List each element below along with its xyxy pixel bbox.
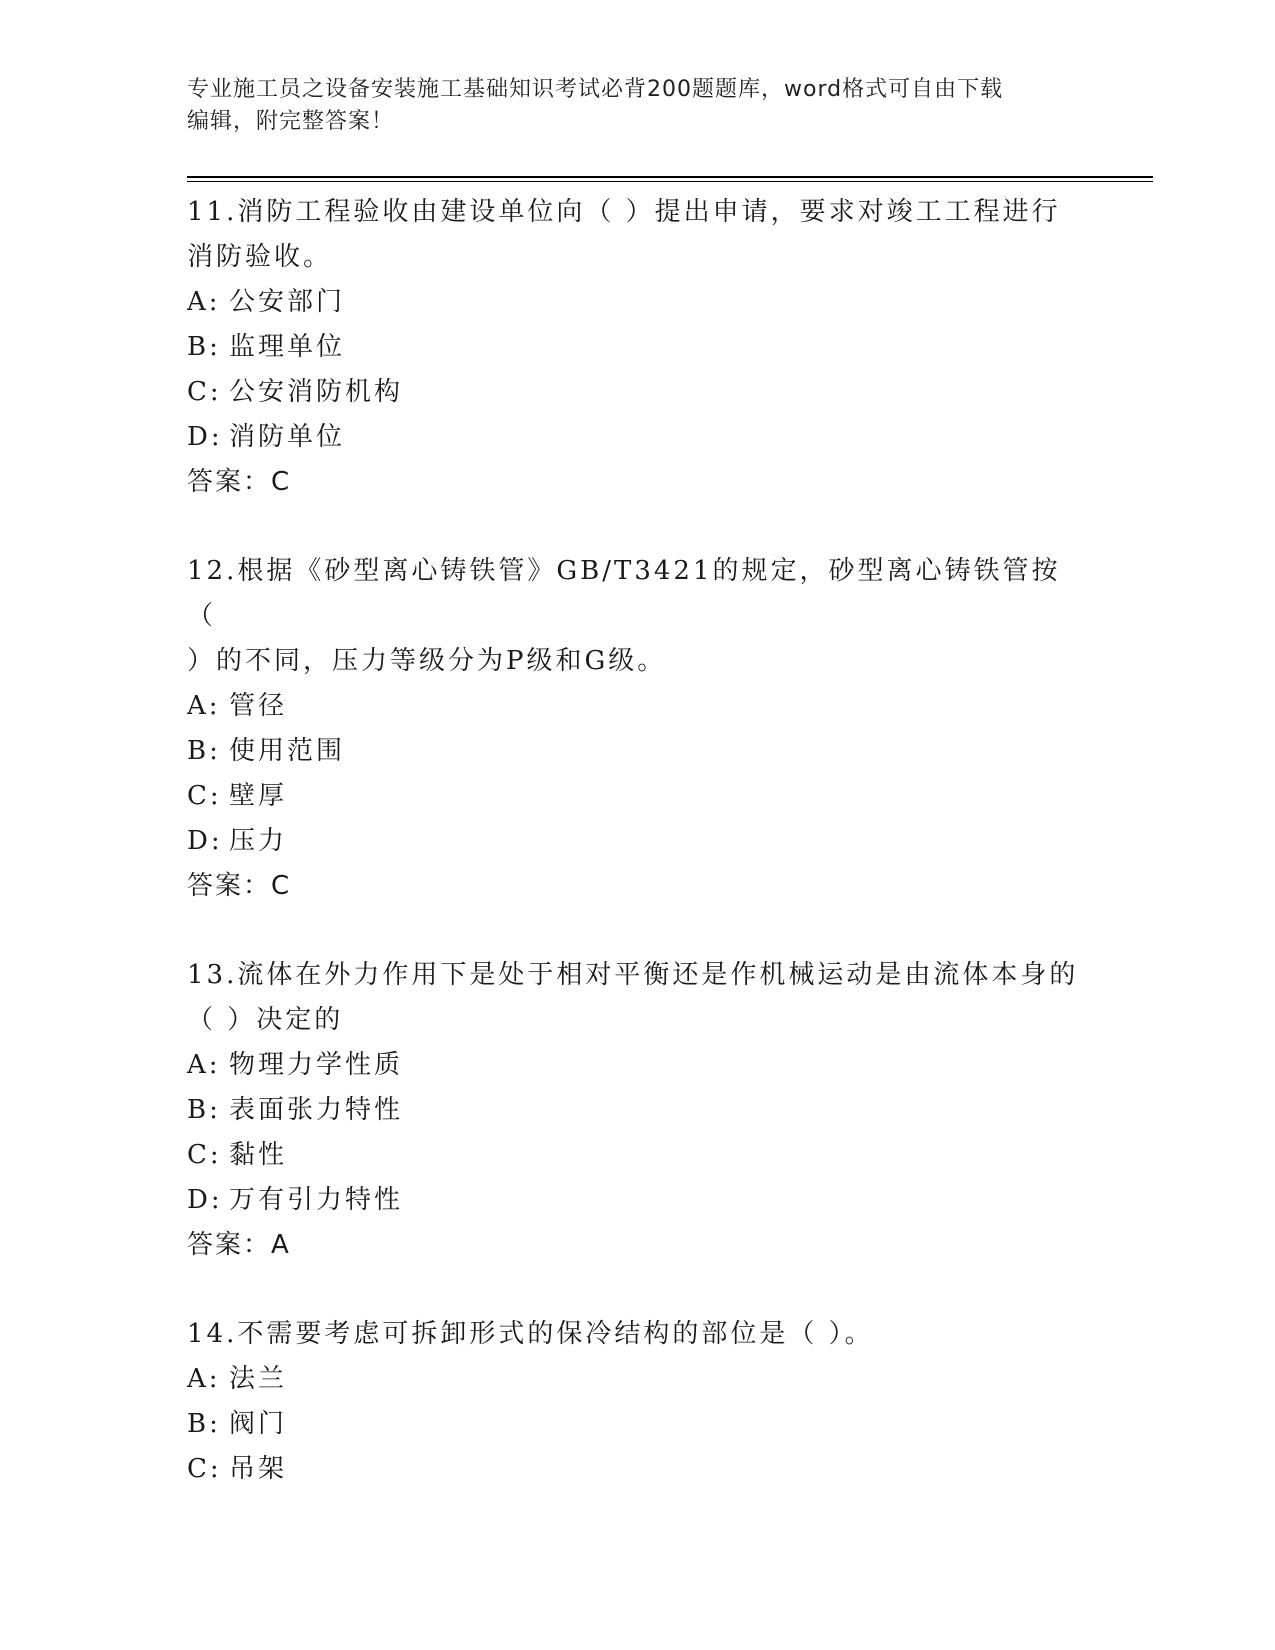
option-b [187, 729, 1087, 774]
option-text: 公安消防机构 [229, 377, 404, 407]
header-line-1: 专业施工员之设备安装施工基础知识考试必背200题题库，word格式可自由下载 [187, 77, 1004, 102]
answer-line: 答案：A [187, 1230, 291, 1260]
question-13 [187, 953, 1087, 1268]
option-text: 阀门 [229, 1409, 288, 1439]
option-letter: A: [187, 691, 221, 721]
question-11 [187, 190, 1087, 505]
option-letter: B: [187, 736, 221, 766]
option-d [187, 1178, 1087, 1223]
option-d [187, 819, 1087, 864]
option-c [187, 1447, 1087, 1492]
question-12 [187, 549, 1087, 909]
option-letter: D: [187, 422, 223, 452]
option-letter: D: [187, 1185, 223, 1215]
option-c [187, 774, 1087, 819]
option-b [187, 1088, 1087, 1133]
option-letter: D: [187, 826, 223, 856]
question-stem-continued: 消防验收。 [187, 242, 333, 272]
header-line-2: 编辑，附完整答案！ [187, 109, 395, 134]
option-c [187, 1133, 1087, 1178]
header-divider-thick [187, 176, 1153, 178]
option-text: 法兰 [229, 1364, 288, 1394]
option-text: 物理力学性质 [229, 1050, 404, 1080]
option-text: 黏性 [229, 1140, 288, 1170]
question-stem-continued: ）的不同，压力等级分为P级和G级。 [187, 646, 667, 676]
option-b [187, 325, 1087, 370]
question-list [187, 190, 1087, 1536]
option-a [187, 1357, 1087, 1402]
question-stem-continued: （ ）决定的 [187, 1005, 344, 1035]
option-text: 监理单位 [229, 332, 346, 362]
option-letter: C: [187, 781, 222, 811]
option-text: 万有引力特性 [229, 1185, 404, 1215]
option-letter: B: [187, 1095, 221, 1125]
option-letter: C: [187, 1140, 222, 1170]
option-letter: C: [187, 377, 222, 407]
option-text: 公安部门 [229, 287, 346, 317]
option-c [187, 370, 1087, 415]
answer-line: 答案：C [187, 871, 292, 901]
question-stem: 13.流体在外力作用下是处于相对平衡还是作机械运动是由流体本身的 [187, 960, 1079, 990]
option-a [187, 684, 1087, 729]
option-letter: A: [187, 1050, 221, 1080]
answer-line: 答案：C [187, 467, 292, 497]
option-letter: A: [187, 287, 221, 317]
option-b [187, 1402, 1087, 1447]
document-header [187, 74, 1067, 138]
option-text: 表面张力特性 [229, 1095, 404, 1125]
option-letter: C: [187, 1454, 222, 1484]
option-text: 管径 [229, 691, 288, 721]
option-d [187, 415, 1087, 460]
option-text: 吊架 [229, 1454, 288, 1484]
option-a [187, 1043, 1087, 1088]
option-text: 使用范围 [229, 736, 346, 766]
question-stem: 14.不需要考虑可拆卸形式的保冷结构的部位是（ ）。 [187, 1319, 874, 1349]
option-letter: B: [187, 332, 221, 362]
option-a [187, 280, 1087, 325]
option-text: 压力 [229, 826, 288, 856]
option-text: 壁厚 [229, 781, 288, 811]
option-letter: A: [187, 1364, 221, 1394]
question-14 [187, 1312, 1087, 1492]
question-stem: 12.根据《砂型离心铸铁管》GB/T3421的规定，砂型离心铸铁管按（ [187, 556, 1061, 631]
option-letter: B: [187, 1409, 221, 1439]
header-divider-thin [187, 181, 1153, 182]
option-text: 消防单位 [229, 422, 346, 452]
question-stem: 11.消防工程验收由建设单位向（ ）提出申请，要求对竣工工程进行 [187, 197, 1061, 227]
